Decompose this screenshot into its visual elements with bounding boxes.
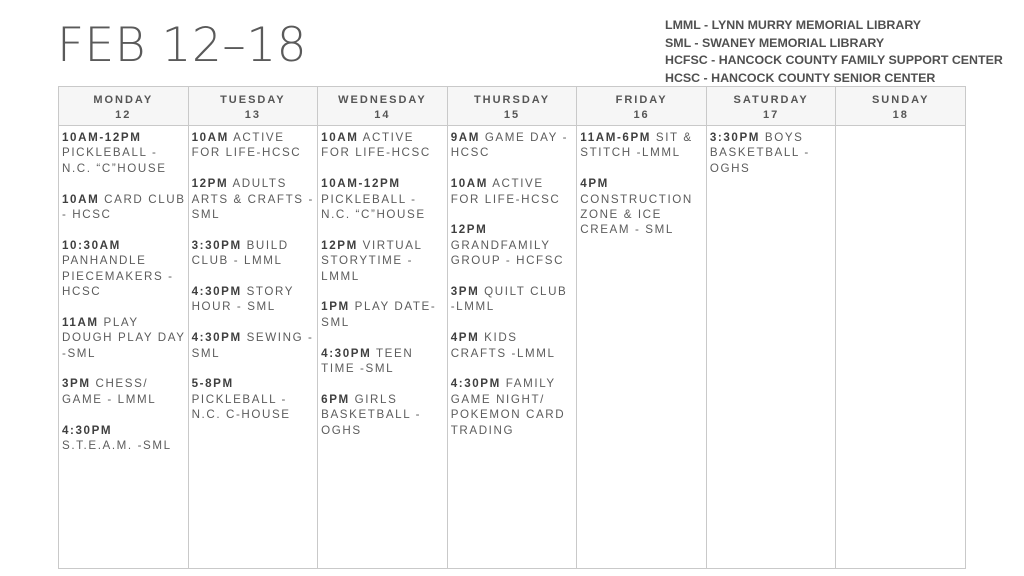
event-item	[321, 238, 445, 284]
day-name: TUESDAY	[220, 94, 286, 106]
day-cell-monday	[59, 126, 189, 569]
day-header-thursday	[448, 87, 578, 126]
event-time: 3:30PM	[191, 238, 242, 252]
day-cell-sunday	[836, 126, 966, 569]
event-time: 10AM-12PM	[62, 131, 142, 144]
event-item	[62, 376, 186, 407]
event-title: BOYS BASKETBALL - OGHS	[709, 131, 810, 175]
event-item	[62, 423, 186, 454]
event-time: 10AM	[321, 131, 359, 144]
event-time: 1PM	[321, 300, 350, 314]
event-title: CARD CLUB - HCSC	[62, 192, 186, 222]
event-item	[192, 130, 316, 161]
day-date: 17	[763, 109, 780, 121]
event-title: S.T.E.A.M. -SML	[62, 439, 172, 453]
event-item	[580, 130, 704, 161]
event-time: 10AM-12PM	[321, 177, 401, 191]
event-time: 10AM	[191, 131, 229, 144]
event-title: STORY HOUR - SML	[191, 285, 294, 314]
event-item	[192, 376, 316, 422]
event-item	[192, 330, 316, 361]
event-item	[62, 315, 186, 361]
event-item	[710, 130, 834, 176]
event-title: ACTIVE FOR LIFE-HCSC	[450, 177, 561, 206]
event-item	[192, 284, 316, 315]
event-title: SIT & STITCH -LMML	[580, 131, 693, 160]
day-cell-thursday	[448, 126, 578, 569]
day-header-sunday	[836, 87, 966, 126]
event-title: GRANDFAMILY GROUP - HCFSC	[450, 238, 565, 268]
day-date: 12	[115, 109, 132, 121]
event-title: FAMILY GAME NIGHT/ POKEMON CARD TRADING	[450, 377, 566, 437]
event-title: PLAY DOUGH PLAY DAY -SML	[62, 315, 186, 360]
event-time: 4:30PM	[191, 285, 242, 299]
event-title: KIDS CRAFTS -LMML	[450, 331, 556, 360]
event-title: PANHANDLE PIECEMAKERS - HCSC	[62, 254, 174, 299]
event-time: 6PM	[321, 392, 350, 406]
event-item	[321, 299, 445, 330]
event-title: TEEN TIME -SML	[321, 346, 414, 376]
event-item	[321, 130, 445, 161]
day-name: SUNDAY	[871, 94, 930, 106]
location-legend	[665, 17, 1020, 87]
event-time: 4:30PM	[62, 423, 113, 437]
day-header-wednesday	[318, 87, 448, 126]
day-cell-friday	[577, 126, 707, 569]
day-name: FRIDAY	[615, 94, 668, 106]
day-name: SATURDAY	[733, 94, 809, 106]
event-item	[321, 346, 445, 377]
event-item	[451, 176, 575, 207]
day-header-friday	[577, 87, 707, 126]
event-time: 10AM	[450, 177, 489, 191]
event-time: 4:30PM	[321, 346, 372, 360]
day-date: 14	[374, 109, 391, 121]
page-title: FEB 12–18	[57, 18, 308, 73]
event-item	[62, 192, 186, 223]
day-date: 13	[244, 109, 261, 121]
event-time: 4PM	[450, 331, 480, 345]
event-time: 4:30PM	[191, 331, 242, 345]
event-item	[451, 284, 575, 315]
event-title: GAME DAY - HCSC	[450, 131, 569, 160]
event-title: BUILD CLUB - LMML	[191, 238, 289, 268]
event-item	[451, 330, 575, 361]
event-title: VIRTUAL STORYTIME - LMML	[321, 238, 423, 283]
event-item	[62, 238, 186, 300]
day-name: MONDAY	[93, 94, 154, 106]
legend-item: HCSC - HANCOCK COUNTY SENIOR CENTER	[665, 70, 936, 85]
event-item	[451, 222, 575, 268]
day-cell-saturday	[707, 126, 837, 569]
event-item	[192, 238, 316, 269]
legend-item: LMML - LYNN MURRY MEMORIAL LIBRARY	[665, 18, 922, 32]
event-time: 9AM	[450, 131, 480, 144]
event-time: 5-8PM	[191, 377, 234, 391]
event-item	[321, 176, 445, 222]
day-cell-tuesday	[189, 126, 319, 569]
event-item	[192, 176, 316, 222]
day-header-tuesday	[189, 87, 319, 126]
day-date: 18	[892, 109, 909, 121]
event-title: PICKLEBALL - N.C. “C”HOUSE	[321, 192, 426, 222]
event-time: 10AM	[62, 192, 100, 206]
day-date: 15	[503, 109, 521, 121]
day-name: WEDNESDAY	[338, 94, 427, 106]
event-title: ADULTS ARTS & CRAFTS -SML	[191, 177, 314, 222]
event-title: PLAY DATE- SML	[321, 300, 437, 329]
event-time: 12PM	[321, 238, 358, 252]
event-item	[321, 392, 445, 438]
event-time: 11AM-6PM	[580, 131, 652, 144]
day-header-monday	[59, 87, 189, 126]
event-time: 4:30PM	[450, 377, 501, 391]
event-title: ACTIVE FOR LIFE-HCSC	[321, 131, 431, 160]
event-title: CONSTRUCTION ZONE & ICE CREAM - SML	[580, 192, 693, 237]
event-time: 12PM	[191, 177, 229, 191]
event-title: PICKLEBALL - N.C. C-HOUSE	[191, 392, 291, 422]
event-title: CHESS/ GAME - LMML	[62, 377, 157, 406]
event-title: PICKLEBALL - N.C. “C”HOUSE	[62, 146, 167, 175]
event-item	[62, 130, 186, 176]
day-cell-wednesday	[318, 126, 448, 569]
event-time: 3PM	[62, 377, 91, 391]
event-time: 11AM	[62, 315, 99, 329]
legend-item: SML - SWANEY MEMORIAL LIBRARY	[665, 35, 885, 50]
event-title: GIRLS BASKETBALL - OGHS	[321, 392, 422, 437]
legend-item: HCFSC - HANCOCK COUNTY FAMILY SUPPORT CENTER	[665, 53, 1003, 67]
day-header-saturday	[707, 87, 837, 126]
event-item	[451, 376, 575, 438]
event-title: ACTIVE FOR LIFE-HCSC	[191, 131, 302, 160]
day-name: THURSDAY	[473, 94, 551, 106]
event-time: 12PM	[450, 223, 488, 237]
event-item	[451, 130, 575, 161]
event-time: 4PM	[580, 177, 609, 191]
event-time: 3PM	[450, 285, 480, 299]
event-time: 3:30PM	[709, 131, 761, 144]
event-title: QUILT CLUB -LMML	[450, 285, 568, 314]
event-title: SEWING -SML	[191, 331, 314, 360]
event-item	[580, 176, 704, 238]
event-time: 10:30AM	[62, 238, 121, 252]
weekly-calendar-grid	[58, 86, 966, 569]
day-date: 16	[633, 109, 650, 121]
